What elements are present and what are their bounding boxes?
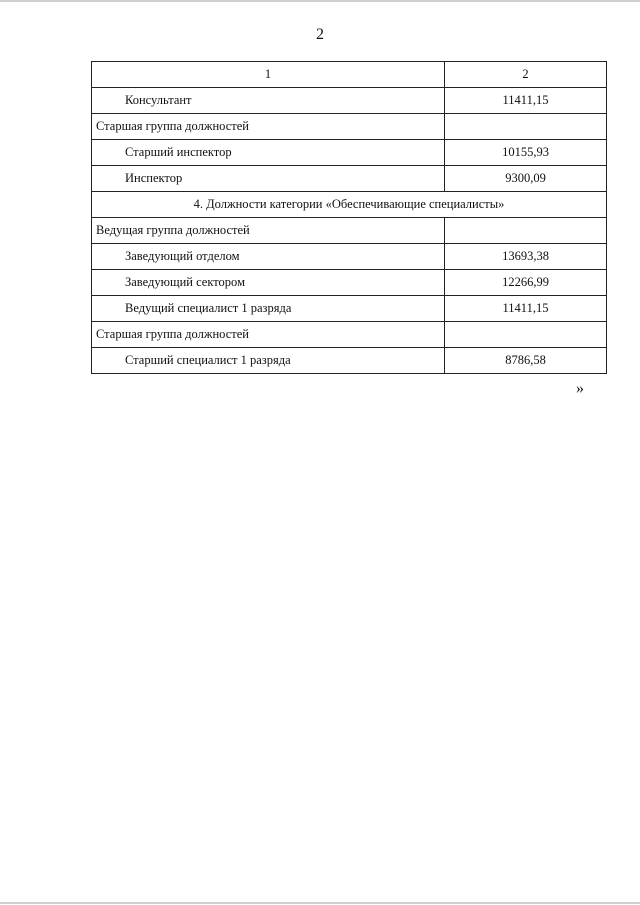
- salary-table: [91, 61, 607, 374]
- position-name: Старший инспектор: [92, 140, 445, 166]
- position-name: Инспектор: [92, 166, 445, 192]
- salary-value: 13693,38: [445, 244, 607, 270]
- position-name: Заведующий сектором: [92, 270, 445, 296]
- salary-value: 8786,58: [445, 348, 607, 374]
- group-row: [92, 114, 607, 140]
- position-name: Консультант: [92, 88, 445, 114]
- scan-edge-top: [0, 0, 640, 2]
- group-row: [92, 322, 607, 348]
- table-header-row: [92, 62, 607, 88]
- section-title: 4. Должности категории «Обеспечивающие специалисты»: [92, 192, 607, 218]
- salary-value: 11411,15: [445, 88, 607, 114]
- salary-value: [445, 322, 607, 348]
- column-header-1: 1: [92, 62, 445, 88]
- group-name: Старшая группа должностей: [92, 114, 445, 140]
- scan-edge-bottom: [0, 902, 640, 904]
- table-row: [92, 348, 607, 374]
- salary-value: 11411,15: [445, 296, 607, 322]
- table-row: [92, 244, 607, 270]
- salary-value: 12266,99: [445, 270, 607, 296]
- salary-value: 10155,93: [445, 140, 607, 166]
- group-row: [92, 218, 607, 244]
- position-name: Заведующий отделом: [92, 244, 445, 270]
- column-header-2: 2: [445, 62, 607, 88]
- table-row: [92, 270, 607, 296]
- position-name: Ведущий специалист 1 разряда: [92, 296, 445, 322]
- salary-value: 9300,09: [445, 166, 607, 192]
- page-number: 2: [316, 26, 324, 43]
- table-row: [92, 166, 607, 192]
- salary-value: [445, 218, 607, 244]
- closing-quote-mark: »: [576, 380, 584, 397]
- position-name: Старший специалист 1 разряда: [92, 348, 445, 374]
- table-row: [92, 296, 607, 322]
- group-name: Старшая группа должностей: [92, 322, 445, 348]
- section-row: [92, 192, 607, 218]
- table-row: [92, 140, 607, 166]
- table-row: [92, 88, 607, 114]
- group-name: Ведущая группа должностей: [92, 218, 445, 244]
- salary-value: [445, 114, 607, 140]
